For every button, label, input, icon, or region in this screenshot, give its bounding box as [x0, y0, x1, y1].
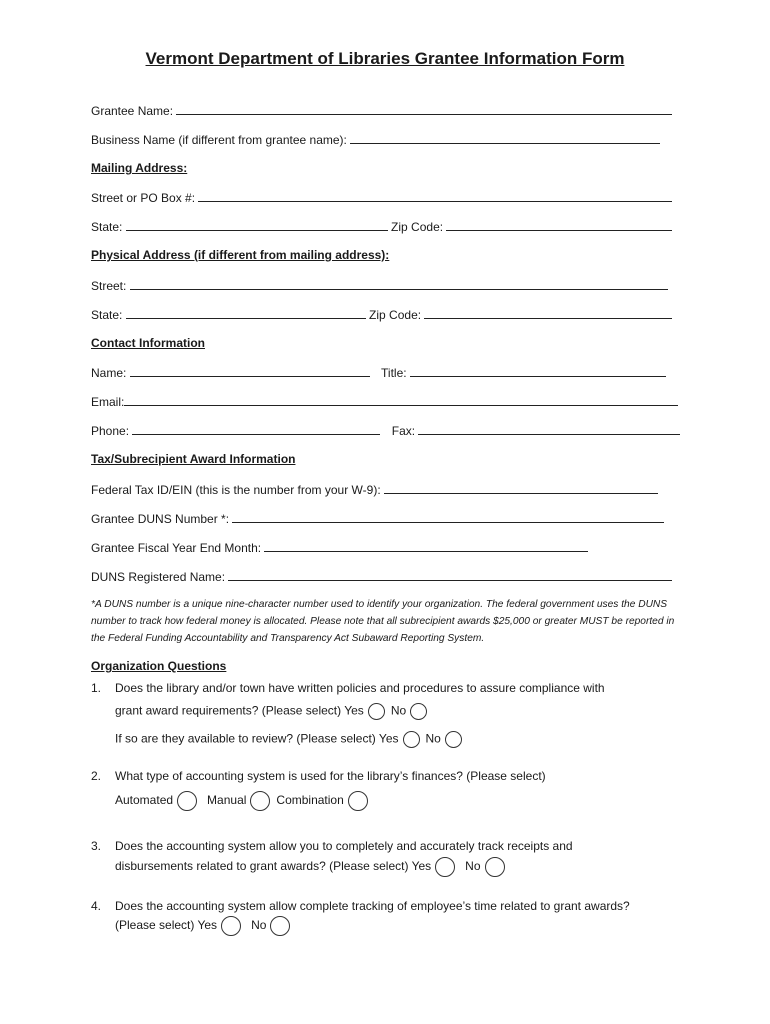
physical-address-heading: Physical Address (if different from mailing address):: [91, 248, 390, 262]
contact-title-label: Title:: [381, 366, 407, 380]
email-label: Email:: [91, 395, 125, 409]
phone-field[interactable]: [132, 423, 380, 435]
street-po-row: [91, 190, 672, 205]
q1b-no-radio[interactable]: [445, 731, 462, 748]
q3-no-radio[interactable]: [485, 857, 505, 877]
page-title: Vermont Department of Libraries Grantee Information Form: [145, 49, 625, 68]
q1-review-text: If so are they available to review? (Please select) Yes: [115, 731, 399, 746]
q4-text: Does the accounting system allow complete tracking of employee’s time related to grant awards?: [115, 899, 630, 913]
q3-no-label: No: [465, 859, 481, 874]
q3-options-row: [115, 857, 511, 877]
grantee-name-label: Grantee Name:: [91, 104, 174, 118]
phone-label: Phone:: [91, 424, 130, 438]
q3-text: Does the accounting system allow you to completely and accurately track receipts and: [115, 839, 573, 853]
mailing-state-zip-row: [91, 219, 672, 234]
physical-zip-label: Zip Code:: [369, 308, 422, 322]
q2-number: 2.: [91, 769, 102, 783]
contact-info-heading: Contact Information: [91, 336, 205, 350]
q3-yes-radio[interactable]: [435, 857, 455, 877]
q1-no-label: No: [390, 703, 407, 718]
street-po-label: Street or PO Box #:: [91, 191, 196, 205]
contact-title-field[interactable]: [410, 365, 666, 377]
q2-combination-radio[interactable]: [348, 791, 368, 811]
phone-fax-row: [91, 423, 680, 438]
business-name-field[interactable]: [350, 132, 660, 144]
q3-number: 3.: [91, 839, 102, 853]
contact-name-label: Name:: [91, 366, 127, 380]
email-field[interactable]: [124, 394, 678, 406]
q4-yes-radio[interactable]: [221, 916, 241, 936]
q1-policies-row: [115, 703, 433, 720]
physical-state-label: State:: [91, 308, 123, 322]
tax-id-field[interactable]: [384, 482, 658, 494]
mailing-state-label: State:: [91, 220, 123, 234]
duns-registered-row: [91, 569, 672, 584]
duns-registered-label: DUNS Registered Name:: [91, 570, 226, 584]
q2-automated-radio[interactable]: [177, 791, 197, 811]
tax-id-label: Federal Tax ID/EIN (this is the number from your W-9):: [91, 483, 381, 497]
physical-state-field[interactable]: [126, 307, 366, 319]
physical-street-label: Street:: [91, 279, 127, 293]
q1-number: 1.: [91, 681, 102, 695]
fiscal-year-field[interactable]: [264, 540, 588, 552]
physical-zip-field[interactable]: [424, 307, 672, 319]
q4-no-label: No: [251, 918, 267, 933]
q1-review-row: [115, 731, 468, 748]
org-questions-heading: Organization Questions: [91, 659, 227, 673]
email-row: [91, 394, 678, 409]
duns-registered-field[interactable]: [228, 569, 672, 581]
mailing-zip-field[interactable]: [446, 219, 672, 231]
grantee-name-row: [91, 103, 672, 118]
q2-manual-label: Manual: [207, 793, 247, 808]
q4-text-2: (Please select) Yes: [115, 918, 218, 933]
physical-street-row: [91, 278, 668, 293]
q2-text: What type of accounting system is used for the library’s finances? (Please select): [115, 769, 546, 783]
fiscal-year-row: [91, 540, 588, 555]
q1-policies-text: grant award requirements? (Please select) Yes: [115, 703, 364, 718]
q4-no-radio[interactable]: [270, 916, 290, 936]
q3-text-2: disbursements related to grant awards? (Please select) Yes: [115, 859, 432, 874]
q4-options-row: [115, 916, 296, 936]
fax-field[interactable]: [418, 423, 680, 435]
q2-options-row: [115, 791, 374, 811]
street-po-field[interactable]: [198, 190, 672, 202]
duns-row: [91, 511, 664, 526]
fax-label: Fax:: [391, 424, 416, 438]
duns-label: Grantee DUNS Number *:: [91, 512, 230, 526]
q1b-no-label: No: [425, 731, 441, 746]
grantee-name-field[interactable]: [176, 103, 672, 115]
q1b-yes-radio[interactable]: [403, 731, 420, 748]
q1-text: Does the library and/or town have written policies and procedures to assure compliance with: [115, 681, 605, 695]
q4-number: 4.: [91, 899, 102, 913]
duns-footnote: *A DUNS number is a unique nine-character number used to identify your organization. The federal government uses the DUNS number to track how federal money is allocated. Please note that all subrecipient awards $25,000 or greater MUST be reported in the Federal Funding Accountability and Transparency Act Subaward Reporting System.: [91, 599, 675, 644]
tax-info-heading: Tax/Subrecipient Award Information: [91, 452, 296, 466]
q1-yes-radio[interactable]: [368, 703, 385, 720]
mailing-state-field[interactable]: [126, 219, 388, 231]
mailing-zip-label: Zip Code:: [391, 220, 444, 234]
business-name-row: [91, 132, 660, 147]
business-name-label: Business Name (if different from grantee name):: [91, 133, 347, 147]
tax-id-row: [91, 482, 658, 497]
q2-combination-label: Combination: [276, 793, 344, 808]
duns-field[interactable]: [232, 511, 664, 523]
contact-name-title-row: [91, 365, 666, 380]
contact-name-field[interactable]: [130, 365, 370, 377]
q2-manual-radio[interactable]: [250, 791, 270, 811]
physical-street-field[interactable]: [130, 278, 668, 290]
q2-automated-label: Automated: [115, 793, 174, 808]
physical-state-zip-row: [91, 307, 672, 322]
mailing-address-heading: Mailing Address:: [91, 161, 188, 175]
q1-no-radio[interactable]: [410, 703, 427, 720]
fiscal-year-label: Grantee Fiscal Year End Month:: [91, 541, 262, 555]
